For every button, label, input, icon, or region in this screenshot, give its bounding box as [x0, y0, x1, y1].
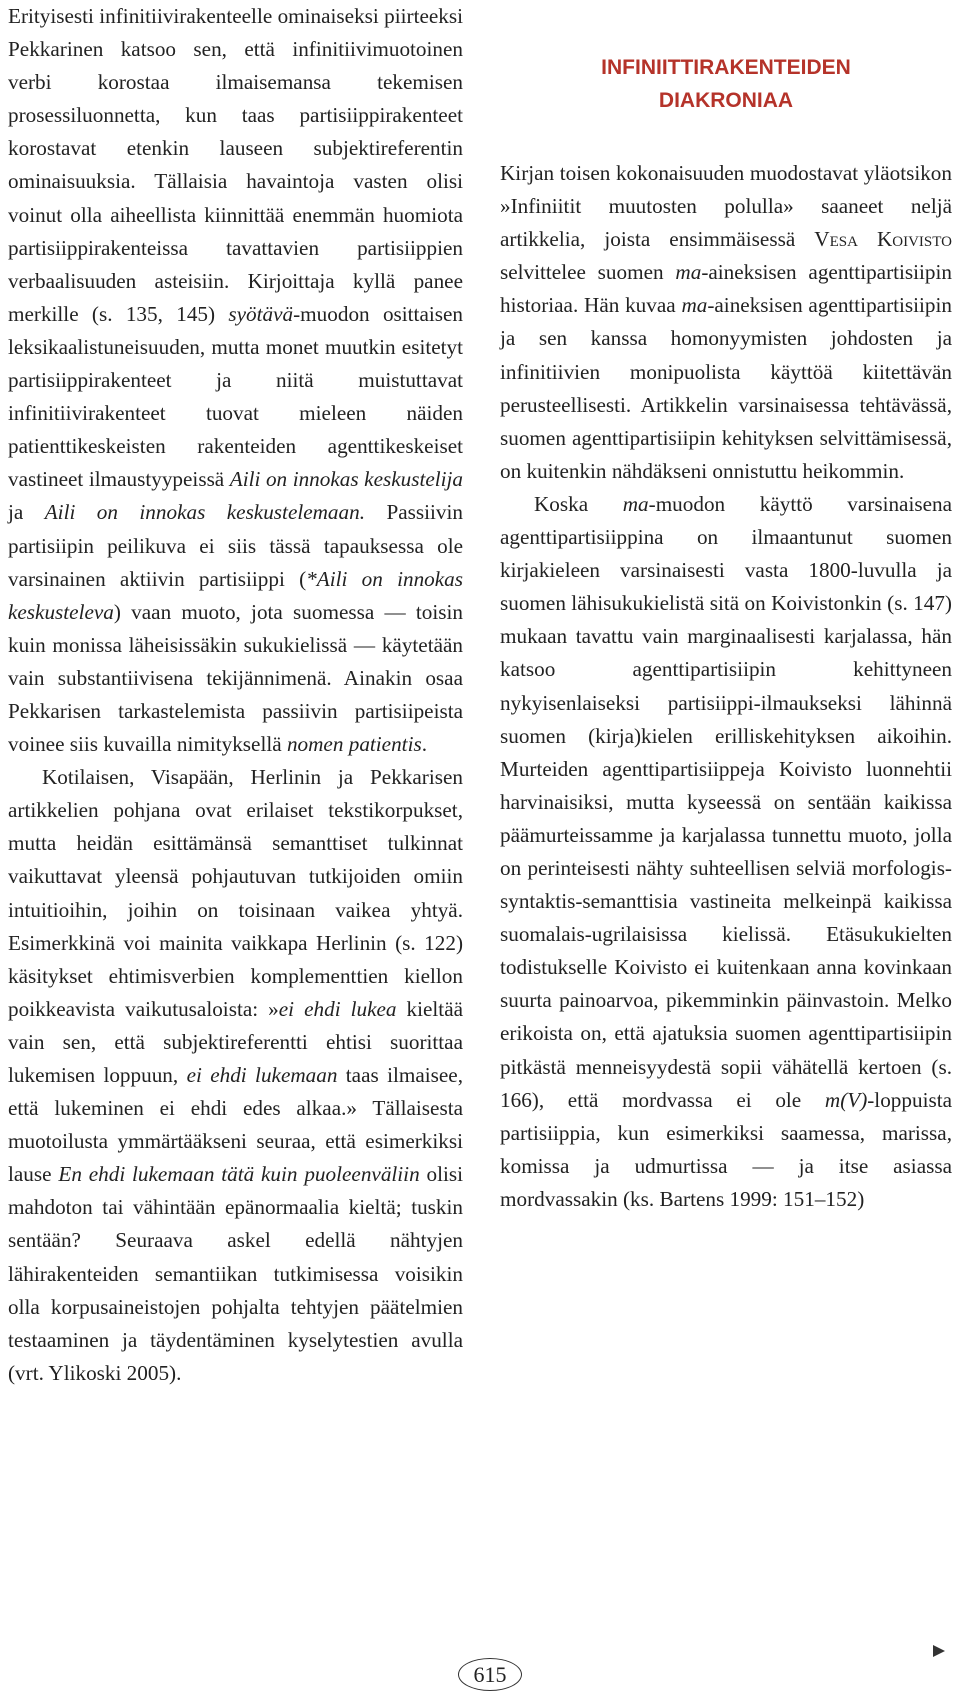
left-column [8, 0, 463, 1390]
body-paragraph: Kirjan toisen kokonaisuuden muodostavat yläotsikon »Infiniitit muutosten polulla» saaneet neljä artikkelia, joista ensimmäisessä Vesa Koivisto selvittelee suomen ma-aineksisen agenttipartisiipin historiaa. Hän kuvaa ma-aineksisen agenttipartisiipin ja sen kanssa homonyymisten johdosten ja infinitiivien monipuolista käyttöä kiitettävän perusteellisesti. Artikkelin varsinaisessa tehtävässä, suomen agenttipartisiipin kehityksen selvittämisessä, on kuitenkin nähdäkseni onnistuttu heikommin. [500, 161, 952, 483]
author-name: Vesa Koivisto [814, 227, 952, 252]
page-number: 615 [458, 1658, 522, 1691]
section-heading: INFINIITTIRAKENTEIDEN DIAKRONIAA [601, 56, 851, 112]
body-paragraph: Kotilaisen, Visapään, Herlinin ja Pekkarisen artikkelien pohjana ovat erilaiset tekstikorpukset, mutta heidän esittämänsä semanttiset tulkinnat vaikuttavat yleensä pohjautuvan tutkijoiden omiin intuitioihin, joihin on toisinaan vaikea yhtyä. Esimerkkinä voi mainita vaikkapa Herlinin (s. 122) käsitykset ehtimisverbien komplementtien kiellon poikkeavista vaikutusaloista: »ei ehdi lukea kieltää vain sen, että subjektireferentti ehtisi suorittaa lukemisen loppuun, ei ehdi lukemaan taas ilmaisee, että lukeminen ei ehdi edes alkaa.» Tällaisesta muotoilusta ymmärtääkseni seuraa, että esimerkiksi lause En ehdi lukemaan tätä kuin puoleenväliin olisi mahdoton tai vähintään epänormaalia kieltä; tuskin sentään? Seuraava askel edellä nähtyjen lähirakenteiden semantiikan tutkimisessa voisikin olla korpusaineistojen pohjalta tehtyjen päätelmien testaaminen ja täydentäminen kyselytestien avulla (vrt. Ylikoski 2005). [8, 765, 464, 1385]
body-paragraph: Erityisesti infinitiivirakenteelle ominaiseksi piirteeksi Pekkarinen katsoo sen, että infinitiivimuotoinen verbi korostaa ilmaisemansa tekemisen prosessiluonnetta, kun taas partisiippirakenteet korostavat etenkin lauseen subjektireferentin ominaisuuksia. Tällaisia havaintoja vasten olisi voinut olla aiheellista kiinnittää enemmän huomiota partisiippirakenteissa tavattavien partisiippien verbaalisuuden asteisiin. Kirjoittaja kyllä panee merkille (s. 135, 145) syötävä-muodon osittaisen leksikaalistuneisuuden, mutta monet muutkin esitetyt partisiippirakenteet ja niitä muistuttavat infinitiivirakenteet tuovat mieleen näiden patienttikeskeisten rakenteiden agenttikeskeiset vastineet ilmaustyypeissä Aili on innokas keskustelija ja Aili on innokas keskustelemaan. Passiivin partisiipin peilikuva ei siis tässä tapauksessa ole varsinainen aktiivin partisiippi (*Aili on innokas keskusteleva) vaan muoto, jota suomessa — toisin kuin monissa läheisissäkin sukukielissä — käytetään vain substantiivisena tekijännimenä. Ainakin osaa Pekkarisen tarkastelemista passiivin partisiipeista voinee siis kuvailla nimityksellä nomen patientis. [8, 4, 464, 757]
right-column [500, 0, 952, 1216]
body-paragraph: Koska ma-muodon käyttö varsinaisena agenttipartisiippina on ilmaantunut suomen kirjakieleen varsinaisesti vasta 1800-luvulla ja suomen lähisukukielistä sitä on Koivistonkin (s. 147) mukaan tavattu vain marginaalisesti karjalassa, hän katsoo agenttipartisiipin kehittyneen nykyisenlaiseksi partisiippi-ilmaukseksi lähinnä suomen (kirja)kielen erilliskehityksen aikoihin. Murteiden agenttipartisiippeja Koivisto luonnehtii harvinaisiksi, mutta kyseessä on sentään kaikissa päämurteissamme ja karjalassa tunnettu muoto, jolla on perinteisesti nähty suhteellisen selviä morfologis-syntaktis-semanttisia vastineita melkeinpä kaikissa suomalais-ugrilaisissa kielissä. Etäsukukielten todistukselle Koivisto ei kuitenkaan anna kovinkaan suurta painoarvoa, pikemminkin päinvastoin. Melko erikoista on, että ajatuksia suomen agenttipartisiipin pitkästä menneisyydestä sopii vähätellä kertoen (s. 166), että mordvassa ei ole m(V)-loppuista partisiippia, kun esimerkiksi saamessa, marissa, komissa ja udmurtissa — ja itse asiassa mordvassakin (ks. Bartens 1999: 151–152) [500, 491, 952, 1211]
triangle-right-icon [933, 1645, 945, 1657]
